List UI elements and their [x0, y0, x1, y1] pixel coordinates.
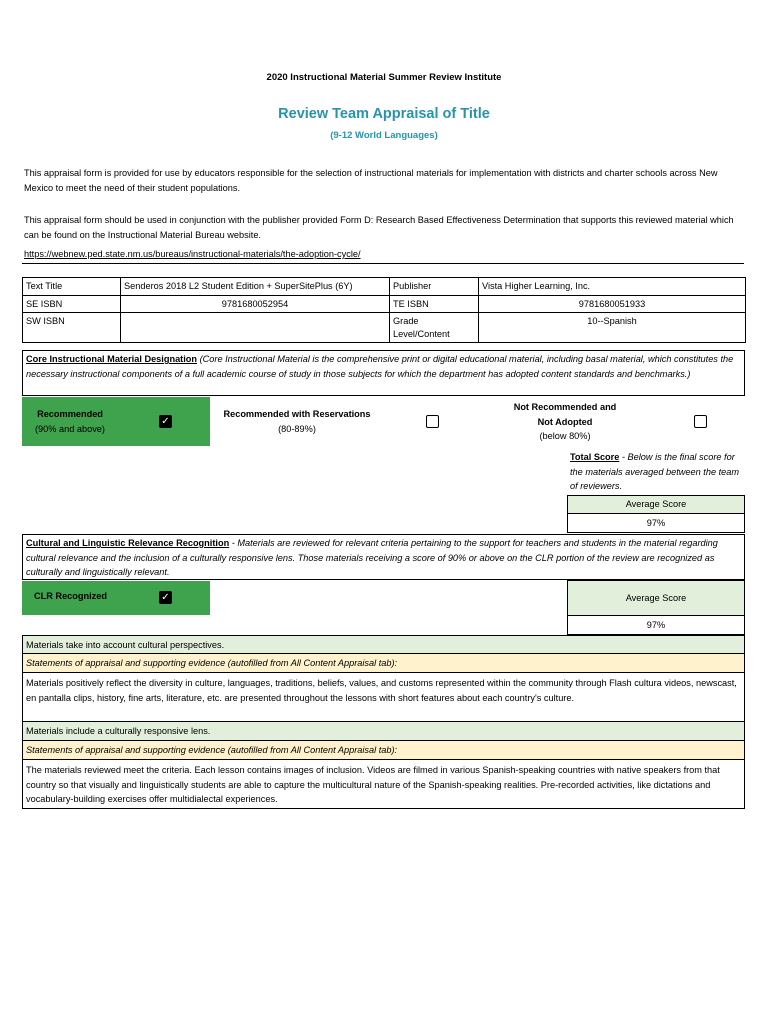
se-isbn-value: 9781680052954 [121, 295, 390, 313]
recommended-label [22, 407, 118, 436]
clr-average-score-label: Average Score [567, 580, 745, 616]
not-recommended-title-line2: Not Adopted [537, 416, 593, 427]
publisher-value: Vista Higher Learning, Inc. [479, 278, 746, 296]
adoption-cycle-link[interactable]: https://webnew.ped.state.nm.us/bureaus/instructional-materials/the-adoption-cycle/ [24, 249, 361, 259]
grade-label: Grade Level/Content [390, 313, 479, 343]
not-recommended-label [490, 400, 640, 444]
text-title-value: Senderos 2018 L2 Student Edition + SuperSitePlus (6Y) [121, 278, 390, 296]
te-isbn-label: TE ISBN [390, 295, 479, 313]
sw-isbn-label: SW ISBN [23, 313, 121, 343]
not-recommended-range: (below 80%) [539, 431, 591, 441]
total-score-note [570, 450, 744, 494]
core-average-score-value: 97% [567, 513, 745, 533]
core-designation-box [22, 350, 745, 396]
clr-description: - Materials are reviewed for relevant criteria pertaining to the support for teachers and students in the material regarding cultural relevance and the inclusion of a culturally responsive lens. Those materials receiving a score of 90% or above on the CLR portion of the review are recognized as culturally and linguistically relevant. [26, 538, 718, 577]
intro-paragraph-1: This appraisal form is provided for use by educators responsible for the selection of instructional materials for implementation with districts and charter schools across New Mexico to meet the need of their student populations. [24, 168, 718, 193]
page-subtitle: (9-12 World Languages) [330, 130, 438, 141]
table-row [23, 278, 746, 296]
reservations-title: Recommended with Reservations [223, 409, 371, 419]
criterion-2-evidence-label: Statements of appraisal and supporting evidence (autofilled from All Content Appraisal tab): [22, 740, 745, 760]
divider [22, 263, 744, 264]
not-recommended-title-line1: Not Recommended and [513, 402, 617, 412]
clr-text [26, 536, 741, 580]
criterion-1-title: Materials take into account cultural perspectives. [22, 635, 745, 654]
text-title-label: Text Title [23, 278, 121, 296]
core-average-score-label: Average Score [567, 495, 745, 514]
clr-recognized-label: CLR Recognized [34, 591, 107, 601]
clr-recognized-box [22, 581, 210, 615]
table-row [23, 313, 746, 343]
not-recommended-checkbox[interactable] [694, 415, 707, 428]
clr-heading: Cultural and Linguistic Relevance Recognition [26, 538, 230, 548]
clr-recognized-checkbox[interactable]: ✓ [159, 591, 172, 604]
core-designation-text [26, 352, 741, 381]
recommended-box [22, 397, 210, 446]
clr-box [22, 534, 745, 580]
reservations-label [212, 407, 382, 436]
te-isbn-value: 9781680051933 [479, 295, 746, 313]
publisher-label: Publisher [390, 278, 479, 296]
intro-paragraph-2: This appraisal form should be used in conjunction with the publisher provided Form D: Research Based Effectiveness Determination that supports this reviewed material which can be found on the Instructional Material Bureau website. [24, 215, 734, 240]
total-score-label: Total Score [570, 452, 620, 462]
title-info-table [22, 277, 746, 343]
criterion-2-evidence: The materials reviewed meet the criteria. Each lesson contains images of inclusion. Videos are filmed in various Spanish-speaking countries with native speakers from that country so that visually and linguistically students are able to capture the multicultural nature of the Spanish-speaking realities. Pre-recorded activities, like dictations and vocabulary-building exercises offer multidialectal experiences. [22, 759, 745, 809]
page-title: Review Team Appraisal of Title [278, 106, 490, 122]
core-designation-description: (Core Instructional Material is the comprehensive print or digital educational material, including basal material, which constitutes the necessary instructional components of a full academic course of study in those subjects for which the department has adopted content standards and benchmarks.) [26, 354, 734, 379]
table-row [23, 295, 746, 313]
reservations-range: (80-89%) [278, 423, 316, 434]
criterion-1-evidence: Materials positively reflect the diversity in culture, languages, traditions, beliefs, values, and customs represented within the community through Flash cultura videos, newscast, en pantalla clips, history, fine arts, literature, etc. are presented throughout the lessons with short features about each country's culture. [22, 672, 745, 722]
criterion-2-title: Materials include a culturally responsive lens. [22, 721, 745, 741]
grade-value: 10--Spanish [479, 313, 746, 343]
recommended-title: Recommended [37, 409, 103, 419]
recommended-checkbox[interactable]: ✓ [159, 415, 172, 428]
total-score-description: - Below is the final score for the materials averaged between the team of reviewers. [570, 452, 740, 491]
reservations-checkbox[interactable] [426, 415, 439, 428]
institute-heading: 2020 Instructional Material Summer Review Institute [266, 72, 502, 83]
sw-isbn-value [121, 313, 390, 343]
se-isbn-label: SE ISBN [23, 295, 121, 313]
criterion-1-evidence-label: Statements of appraisal and supporting evidence (autofilled from All Content Appraisal tab): [22, 653, 745, 673]
clr-average-score-value: 97% [567, 615, 745, 635]
recommended-range: (90% and above) [35, 423, 105, 434]
core-designation-heading: Core Instructional Material Designation [26, 354, 198, 364]
